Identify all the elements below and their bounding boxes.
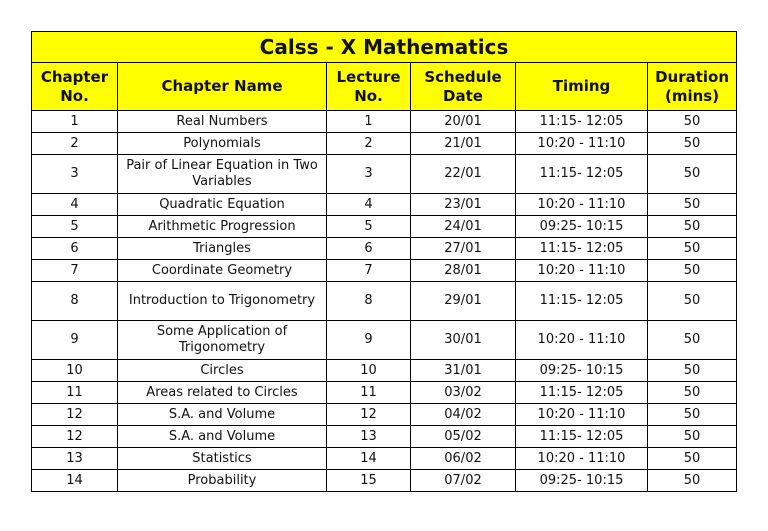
timing-cell: 10:20 - 11:10 [516, 260, 648, 282]
duration-cell: 50 [648, 470, 737, 492]
chapter-name-cell: S.A. and Volume [118, 404, 327, 426]
chapter-no-cell: 3 [32, 155, 118, 194]
header-lecture-no: Lecture No. [327, 63, 411, 111]
date-cell: 20/01 [411, 111, 516, 133]
timing-cell: 09:25- 10:15 [516, 470, 648, 492]
table-row [32, 133, 737, 155]
table-title: Calss - X Mathematics [32, 32, 737, 63]
duration-cell: 50 [648, 426, 737, 448]
table-row [32, 470, 737, 492]
table-row [32, 382, 737, 404]
lecture-no-cell: 2 [327, 133, 411, 155]
timing-cell: 11:15- 12:05 [516, 382, 648, 404]
timing-cell: 10:20 - 11:10 [516, 194, 648, 216]
date-cell: 23/01 [411, 194, 516, 216]
timing-cell: 11:15- 12:05 [516, 282, 648, 321]
duration-cell: 50 [648, 282, 737, 321]
lecture-no-cell: 3 [327, 155, 411, 194]
timing-cell: 11:15- 12:05 [516, 155, 648, 194]
timing-cell: 10:20 - 11:10 [516, 448, 648, 470]
table-row [32, 194, 737, 216]
date-cell: 22/01 [411, 155, 516, 194]
header-chapter-no: Chapter No. [32, 63, 118, 111]
table-row [32, 216, 737, 238]
timing-cell: 11:15- 12:05 [516, 111, 648, 133]
timing-cell: 09:25- 10:15 [516, 216, 648, 238]
timing-cell: 11:15- 12:05 [516, 238, 648, 260]
lecture-no-cell: 12 [327, 404, 411, 426]
duration-cell: 50 [648, 321, 737, 360]
chapter-name-cell: Real Numbers [118, 111, 327, 133]
chapter-no-cell: 11 [32, 382, 118, 404]
duration-cell: 50 [648, 404, 737, 426]
date-cell: 29/01 [411, 282, 516, 321]
duration-cell: 50 [648, 133, 737, 155]
timing-cell: 11:15- 12:05 [516, 426, 648, 448]
lecture-no-cell: 6 [327, 238, 411, 260]
lecture-no-cell: 8 [327, 282, 411, 321]
chapter-name-cell: S.A. and Volume [118, 426, 327, 448]
table-row [32, 260, 737, 282]
header-chapter-name: Chapter Name [118, 63, 327, 111]
date-cell: 28/01 [411, 260, 516, 282]
table-row [32, 155, 737, 194]
date-cell: 27/01 [411, 238, 516, 260]
chapter-no-cell: 13 [32, 448, 118, 470]
date-cell: 05/02 [411, 426, 516, 448]
date-cell: 24/01 [411, 216, 516, 238]
chapter-no-cell: 14 [32, 470, 118, 492]
chapter-no-cell: 7 [32, 260, 118, 282]
chapter-name-cell: Areas related to Circles [118, 382, 327, 404]
date-cell: 06/02 [411, 448, 516, 470]
timing-cell: 10:20 - 11:10 [516, 321, 648, 360]
chapter-no-cell: 1 [32, 111, 118, 133]
chapter-no-cell: 5 [32, 216, 118, 238]
chapter-name-cell: Pair of Linear Equation in Two Variables [118, 155, 327, 194]
chapter-name-cell: Circles [118, 360, 327, 382]
lecture-no-cell: 11 [327, 382, 411, 404]
chapter-name-cell: Coordinate Geometry [118, 260, 327, 282]
chapter-no-cell: 4 [32, 194, 118, 216]
duration-cell: 50 [648, 260, 737, 282]
timing-cell: 10:20 - 11:10 [516, 133, 648, 155]
chapter-no-cell: 12 [32, 426, 118, 448]
chapter-name-cell: Arithmetic Progression [118, 216, 327, 238]
chapter-no-cell: 2 [32, 133, 118, 155]
duration-cell: 50 [648, 216, 737, 238]
chapter-name-cell: Statistics [118, 448, 327, 470]
header-timing: Timing [516, 63, 648, 111]
schedule-table [31, 31, 737, 492]
table-row [32, 426, 737, 448]
chapter-name-cell: Probability [118, 470, 327, 492]
duration-cell: 50 [648, 382, 737, 404]
timing-cell: 09:25- 10:15 [516, 360, 648, 382]
table-row [32, 360, 737, 382]
lecture-no-cell: 9 [327, 321, 411, 360]
date-cell: 04/02 [411, 404, 516, 426]
chapter-no-cell: 9 [32, 321, 118, 360]
lecture-no-cell: 7 [327, 260, 411, 282]
chapter-no-cell: 8 [32, 282, 118, 321]
date-cell: 03/02 [411, 382, 516, 404]
chapter-no-cell: 10 [32, 360, 118, 382]
duration-cell: 50 [648, 111, 737, 133]
chapter-name-cell: Triangles [118, 238, 327, 260]
lecture-no-cell: 13 [327, 426, 411, 448]
lecture-no-cell: 4 [327, 194, 411, 216]
table-row [32, 448, 737, 470]
table-row [32, 111, 737, 133]
duration-cell: 50 [648, 448, 737, 470]
lecture-no-cell: 14 [327, 448, 411, 470]
table-row [32, 321, 737, 360]
date-cell: 31/01 [411, 360, 516, 382]
header-duration: Duration (mins) [648, 63, 737, 111]
duration-cell: 50 [648, 155, 737, 194]
lecture-no-cell: 10 [327, 360, 411, 382]
table-row [32, 404, 737, 426]
date-cell: 30/01 [411, 321, 516, 360]
chapter-no-cell: 12 [32, 404, 118, 426]
lecture-no-cell: 15 [327, 470, 411, 492]
timing-cell: 10:20 - 11:10 [516, 404, 648, 426]
chapter-name-cell: Some Application of Trigonometry [118, 321, 327, 360]
lecture-no-cell: 5 [327, 216, 411, 238]
duration-cell: 50 [648, 194, 737, 216]
chapter-name-cell: Quadratic Equation [118, 194, 327, 216]
header-schedule-date: Schedule Date [411, 63, 516, 111]
chapter-name-cell: Introduction to Trigonometry [118, 282, 327, 321]
lecture-no-cell: 1 [327, 111, 411, 133]
chapter-name-cell: Polynomials [118, 133, 327, 155]
chapter-no-cell: 6 [32, 238, 118, 260]
duration-cell: 50 [648, 238, 737, 260]
date-cell: 21/01 [411, 133, 516, 155]
table-row [32, 282, 737, 321]
duration-cell: 50 [648, 360, 737, 382]
table-row [32, 238, 737, 260]
date-cell: 07/02 [411, 470, 516, 492]
